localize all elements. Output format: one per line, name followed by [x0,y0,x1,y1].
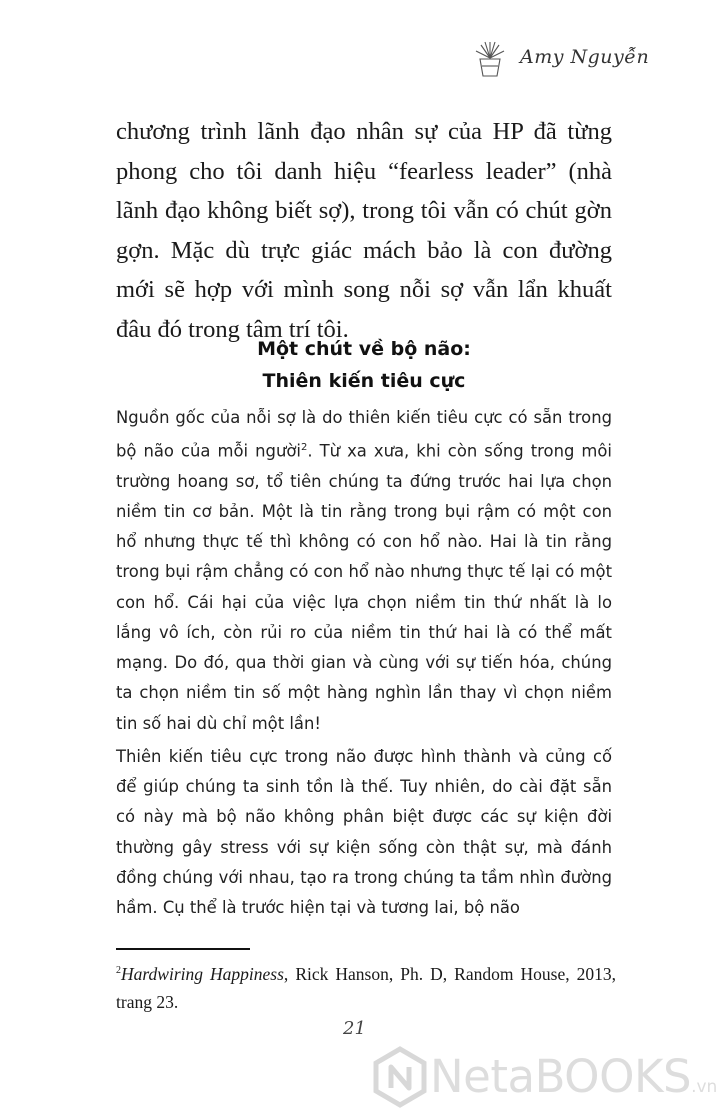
section-heading-line1: Một chút về bộ não: [257,338,471,360]
hexagon-n-icon [372,1046,428,1108]
page-number: 21 [343,1018,366,1039]
watermark-brand: NetaBOOKS [430,1050,692,1103]
watermark [370,1038,717,1119]
p1-text-before-ref: Nguồn gốc của nỗi sợ là do thiên kiến tiêu cực có sẵn trong bộ não của mỗi người [116,408,612,461]
footnote-divider [116,948,250,950]
section-heading-line2: Thiên kiến tiêu cực [262,370,466,392]
p1-text-after-ref: . Từ xa xưa, khi còn sống trong môi trường hoang sơ, tổ tiên chúng ta đứng trước hai lựa chọn niềm tin cơ bản. Một là tin rằng trong bụi rậm có một con hổ nhưng thực tế thì không có con hổ nào. Hai là tin rằng trong bụi rậm chẳng có con hổ nào nhưng thực tế lại có một con hổ. Cái hại của việc lựa chọn niềm tin thứ nhất là lo lắng vô ích, còn rủi ro của niềm tin thứ hai là có thể mất mạng. Do đó, qua thời gian và cùng với sự tiến hóa, chúng ta chọn niềm tin số một hàng nghìn lần thay vì chọn niềm tin số hai dù chỉ một lần! [116,441,612,733]
author-signature: Amy Nguyễn [520,46,650,68]
lead-paragraph: chương trình lãnh đạo nhân sự của HP đã từng phong cho tôi danh hiệu “fearless leader” (nhà lãnh đạo không biết sợ), trong tôi vẫn có chút gờn gợn. Mặc dù trực giác mách bảo là con đường mới sẽ hợp với mình song nỗi sợ vẫn lẩn khuất đâu đó trong tâm trí tôi. [116,118,612,343]
footnote-book-title: Hardwiring Happiness [121,963,284,984]
body-paragraph-2: Thiên kiến tiêu cực trong não được hình thành và củng cố để giúp chúng ta sinh tồn là thế. Tuy nhiên, do cài đặt sẵn có này mà bộ não không phân biệt được các sự kiện đời thường gây stress với sự kiện sống còn thật sự, mà đánh đồng chúng với nhau, tạo ra trong chúng ta tầm nhìn đường hầm. Cụ thể là trước hiện tại và tương lai, bộ não [116,747,612,918]
footnote-marker: 2 [116,965,121,976]
body-paragraph-1 [116,403,612,739]
watermark-suffix: .vn [691,1077,717,1097]
section-heading [116,333,612,397]
footnote-reference: 2 [300,442,308,454]
watermark-text [430,1050,717,1103]
footnote-details: , Rick Hanson, Ph. D, Random House, 2013, trang 23. [116,963,616,1012]
footnote [116,957,616,1016]
